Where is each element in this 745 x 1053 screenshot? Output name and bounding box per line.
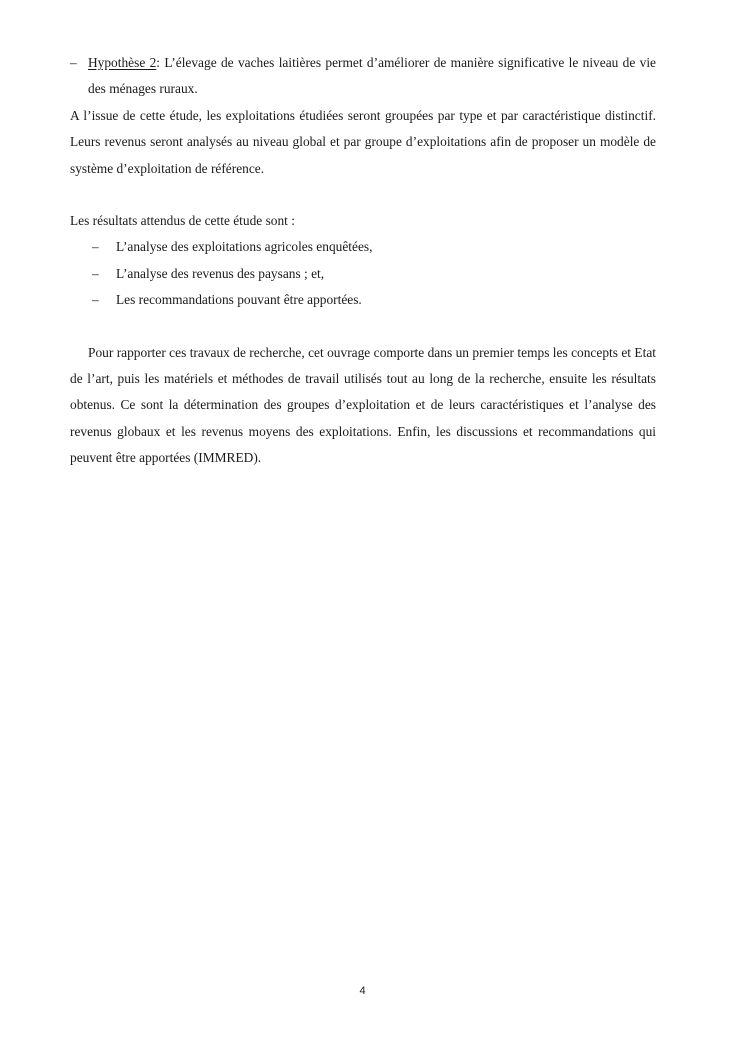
list-dash: –	[92, 292, 99, 308]
page-number: 4	[359, 985, 366, 997]
list-dash: –	[92, 265, 99, 281]
results-list	[70, 234, 656, 313]
list-dash: –	[92, 239, 99, 255]
hypothesis-text: : L’élevage de vaches laitières permet d’améliorer de manière significative le niveau de vie des ménages ruraux.	[88, 55, 656, 97]
paragraph-structure: Pour rapporter ces travaux de recherche, cet ouvrage comporte dans un premier temps les concepts et Etat de l’art, puis les matériels et méthodes de travail utilisés tout au long de la recherche, ensuite les résultats obtenus. Ce sont la détermination des groupes d’exploitation et de leurs caractéristiques et l’analyse des revenus globaux et les revenus moyens des exploitations. Enfin, les discussions et recommandations qui peuvent être apportées (IMMRED).	[70, 344, 656, 466]
list-item	[70, 261, 656, 287]
list-item-text: L’analyse des exploitations agricoles enquêtées,	[116, 239, 373, 255]
results-intro: Les résultats attendus de cette étude sont :	[70, 213, 295, 229]
hypothesis-label: Hypothèse 2	[88, 55, 157, 70]
list-item-text: L’analyse des revenus des paysans ; et,	[116, 265, 325, 281]
hypothesis-item	[70, 50, 656, 103]
spacer	[70, 182, 656, 208]
spacer	[70, 314, 656, 340]
hypothesis-dash: –	[70, 55, 77, 70]
paragraph-outcome: A l’issue de cette étude, les exploitations étudiées seront groupées par type et par caractéristique distinctif. Leurs revenus seront analysés au niveau global et par groupe d’exploitations afin de proposer un modèle de système d’exploitation de référence.	[70, 107, 656, 176]
list-item-text: Les recommandations pouvant être apportées.	[116, 292, 362, 308]
list-item	[70, 287, 656, 313]
page-content	[70, 50, 656, 472]
list-item	[70, 234, 656, 260]
